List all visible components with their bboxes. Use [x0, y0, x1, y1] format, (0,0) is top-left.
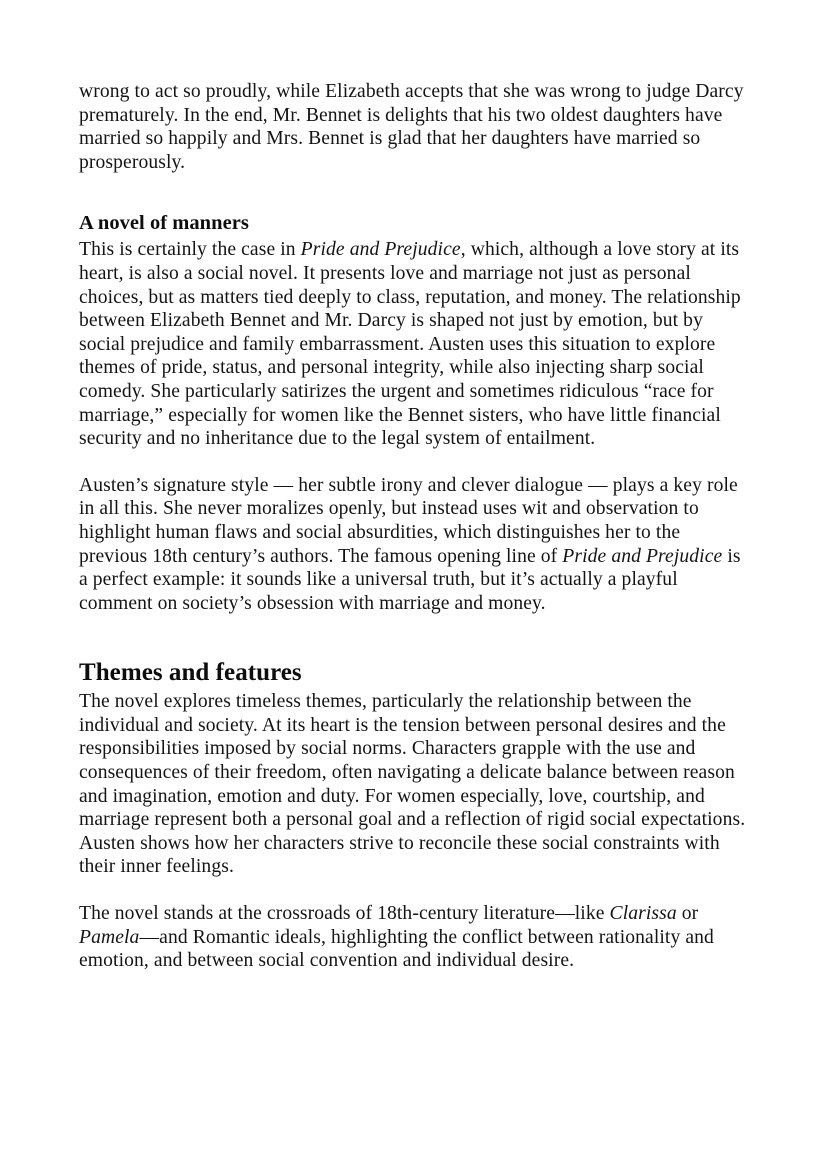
paragraph-austen-style — [79, 474, 749, 616]
text-run: is a perfect example: it sounds like a universal truth, but it’s actually a playful comment on society’s obsession with marriage and money. — [79, 545, 741, 614]
heading-a-novel-of-manners: A novel of manners — [79, 212, 249, 235]
text-run: This is certainly the case in — [79, 239, 301, 261]
heading-themes-and-features: Themes and features — [79, 659, 302, 687]
paragraph-novel-of-manners-1 — [79, 238, 749, 450]
text-run: or — [676, 903, 699, 925]
text-run: —and Romantic ideals, highlighting the conflict between rationality and emotion, and between social convention and individual desire. — [79, 926, 714, 972]
text-run: The novel stands at the crossroads of 18th-century literature—like — [79, 903, 610, 925]
text-run: , which, although a love story at its heart, is also a social novel. It presents love and marriage not just as personal choices, but as matters tied deeply to class, reputation, and money. The relationship between Elizabeth Bennet and Mr. Darcy is shaped not just by emotion, but by social prejudice and family embarrassment. Austen uses this situation to explore themes of pride, status, and personal integrity, while also injecting sharp social comedy. She particularly satirizes the urgent and sometimes ridiculous “race for marriage,” especially for women like the Bennet sisters, who have little financial security and no inheritance due to the legal system of entailment. — [79, 239, 741, 450]
text-run: The novel explores timeless themes, particularly the relationship between the individual and society. At its heart is the tension between personal desires and the responsibilities imposed by social norms. Characters grapple with the use and consequences of their freedom, often navigating a delicate balance between reason and imagination, emotion and duty. For women especially, love, courtship, and marriage represent both a personal goal and a reflection of rigid social expectations. Austen shows how her characters strive to reconcile these social constraints with their inner feelings. — [79, 691, 746, 878]
document-text-column — [79, 80, 749, 973]
italic-title: Pamela — [79, 926, 140, 948]
paragraph-themes-1 — [79, 690, 749, 879]
italic-title: Clarissa — [609, 903, 677, 925]
text-run: Austen’s signature style — her subtle irony and clever dialogue — plays a key role in all this. She never moralizes openly, but instead uses wit and observation to highlight human flaws and social absurdities, which distinguishes her to the previous 18th century’s authors. The famous opening line of — [79, 474, 738, 567]
italic-title: Pride and Prejudice — [562, 545, 723, 567]
paragraph-themes-2 — [79, 902, 749, 973]
text-run: wrong to act so proudly, while Elizabeth accepts that she was wrong to judge Darcy prematurely. In the end, Mr. Bennet is delights that his two oldest daughters have married so happily and Mrs. Bennet is glad that her daughters have married so prosperously. — [79, 81, 744, 173]
italic-title: Pride and Prejudice — [300, 239, 461, 261]
paragraph-conclusion-bennet — [79, 80, 749, 174]
